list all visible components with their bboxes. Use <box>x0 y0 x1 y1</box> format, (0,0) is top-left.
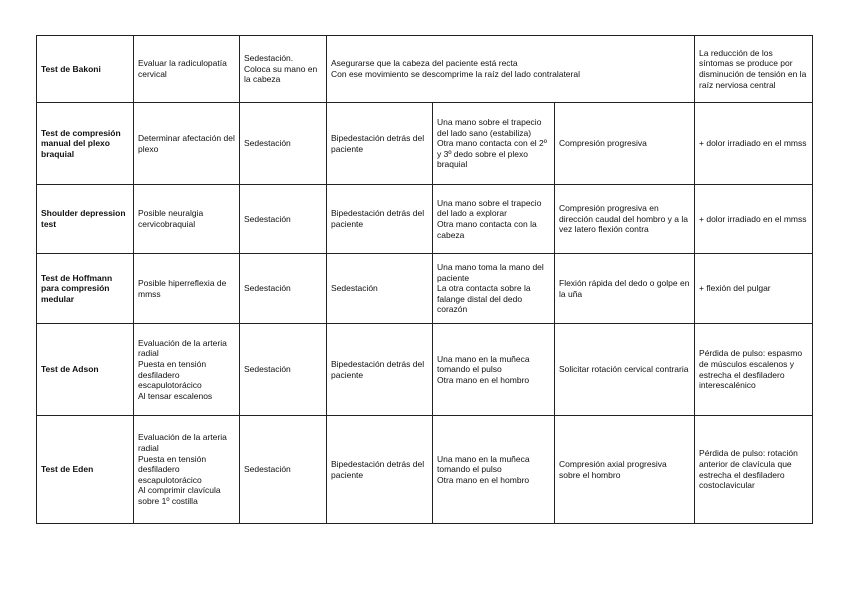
cell-maneuver <box>555 324 695 416</box>
cell-hands <box>433 416 555 524</box>
cell-name: Test de Adson <box>37 324 134 416</box>
cell-name: Test de Bakoni <box>37 36 134 103</box>
cell-objective <box>134 185 240 254</box>
cell-patient <box>240 36 327 103</box>
cell-line: Evaluar la radiculopatía cervical <box>138 58 227 79</box>
cell-hands <box>433 324 555 416</box>
cell-line: Pérdida de pulso: rotación anterior de clavícula que estrecha el desfiladero costoclavicular <box>699 448 798 491</box>
cell-objective <box>134 324 240 416</box>
cell-line: Sedestación <box>244 364 291 375</box>
cell-line: Otra mano en el hombro <box>437 474 530 485</box>
cell-line: Sedestación <box>244 464 291 475</box>
cell-line: Sedestación <box>244 138 291 149</box>
clinical-tests-table <box>36 35 813 524</box>
cell-name: Test de Hoffmann para compresión medular <box>37 254 134 324</box>
cell-result <box>695 254 813 324</box>
cell-examiner <box>327 185 433 254</box>
cell-name: Test de Eden <box>37 416 134 524</box>
cell-line: Compresión axial progresiva sobre el hombro <box>559 458 667 480</box>
cell-line: Otra mano contacta con el 2º y 3º dedo sobre el plexo braquial <box>437 138 547 170</box>
cell-patient <box>240 324 327 416</box>
cell-hands <box>433 254 555 324</box>
cell-objective <box>134 103 240 185</box>
cell-line: Evaluación de la arteria radial <box>138 337 227 359</box>
cell-line: Bipedestación detrás del paciente <box>331 132 425 154</box>
cell-examiner <box>327 416 433 524</box>
cell-patient <box>240 185 327 254</box>
cell-line: Posible hiperreflexia de mmss <box>138 277 227 299</box>
cell-merged-text <box>327 36 695 103</box>
table-row <box>37 416 813 524</box>
cell-objective <box>134 36 240 103</box>
cell-line: Sedestación <box>244 213 291 224</box>
cell-line: Asegurarse que la cabeza del paciente está recta <box>331 58 518 69</box>
cell-line: Al tensar escalenos <box>138 390 213 401</box>
cell-line: Con ese movimiento se descomprime la raíz del lado contralateral <box>331 69 580 79</box>
table-row <box>37 36 813 103</box>
cell-line: Posible neuralgia cervicobraquial <box>138 208 204 229</box>
cell-line: Determinar afectación del plexo <box>138 132 235 154</box>
cell-hands <box>433 103 555 185</box>
cell-result <box>695 324 813 416</box>
cell-line: Otra mano en el hombro <box>437 374 530 385</box>
cell-line: Solicitar rotación cervical contraria <box>559 364 689 375</box>
table-row <box>37 103 813 185</box>
cell-result <box>695 36 813 103</box>
cell-examiner <box>327 254 433 324</box>
cell-hands <box>433 185 555 254</box>
cell-line: Una mano en la muñeca tomando el pulso <box>437 453 530 475</box>
cell-line: Sedestación <box>244 283 291 294</box>
cell-line: Puesta en tensión desfiladero escapulotorácico <box>138 358 207 391</box>
cell-name: Test de compresión manual del plexo braquial <box>37 103 134 185</box>
cell-line: Flexión rápida del dedo o golpe en la uña <box>559 277 690 299</box>
cell-examiner <box>327 324 433 416</box>
cell-line: + dolor irradiado en el mmss <box>699 138 807 149</box>
cell-line: + flexión del pulgar <box>699 283 771 294</box>
cell-maneuver <box>555 254 695 324</box>
cell-line: Una mano sobre el trapecio del lado sano (estabiliza) <box>437 117 542 138</box>
cell-result <box>695 185 813 254</box>
cell-line: Coloca su mano en la cabeza <box>244 63 318 85</box>
cell-line: Una mano en la muñeca tomando el pulso <box>437 353 530 375</box>
cell-line: La otra contacta sobre la falange distal del dedo corazón <box>437 283 531 315</box>
cell-patient <box>240 103 327 185</box>
table-row <box>37 185 813 254</box>
cell-line: Bipedestación detrás del paciente <box>331 208 425 229</box>
cell-objective <box>134 254 240 324</box>
cell-maneuver <box>555 103 695 185</box>
cell-line: Al comprimir clavícula sobre 1º costilla <box>138 485 221 506</box>
cell-line: Sedestación <box>331 283 378 294</box>
cell-line: Pérdida de pulso: espasmo de músculos escalenos y estrecha el desfiladero interescalénico <box>699 348 803 391</box>
cell-result <box>695 416 813 524</box>
cell-line: Evaluación de la arteria radial <box>138 432 227 454</box>
cell-line: Otra mano contacta con la cabeza <box>437 219 537 240</box>
cell-maneuver <box>555 416 695 524</box>
cell-line: Bipedestación detrás del paciente <box>331 458 425 480</box>
cell-line: Puesta en tensión desfiladero escapulotorácico <box>138 453 207 485</box>
cell-line: Compresión progresiva <box>559 138 647 149</box>
cell-patient <box>240 254 327 324</box>
cell-line: Una mano toma la mano del paciente <box>437 262 544 283</box>
table-row <box>37 324 813 416</box>
cell-maneuver <box>555 185 695 254</box>
table-row <box>37 254 813 324</box>
cell-result <box>695 103 813 185</box>
cell-line: Compresión progresiva en dirección caudal del hombro y a la vez latero flexión contra <box>559 203 688 235</box>
cell-objective <box>134 416 240 524</box>
cell-line: Una mano sobre el trapecio del lado a explorar <box>437 197 542 219</box>
cell-line: Sedestación. <box>244 53 294 64</box>
cell-patient <box>240 416 327 524</box>
cell-examiner <box>327 103 433 185</box>
cell-line: La reducción de los síntomas se produce por disminución de tensión en la raíz nerviosa central <box>699 47 807 90</box>
cell-name: Shoulder depression test <box>37 185 134 254</box>
cell-line: + dolor irradiado en el mmss <box>699 213 807 224</box>
table-body <box>37 36 813 524</box>
cell-line: Bipedestación detrás del paciente <box>331 358 425 380</box>
